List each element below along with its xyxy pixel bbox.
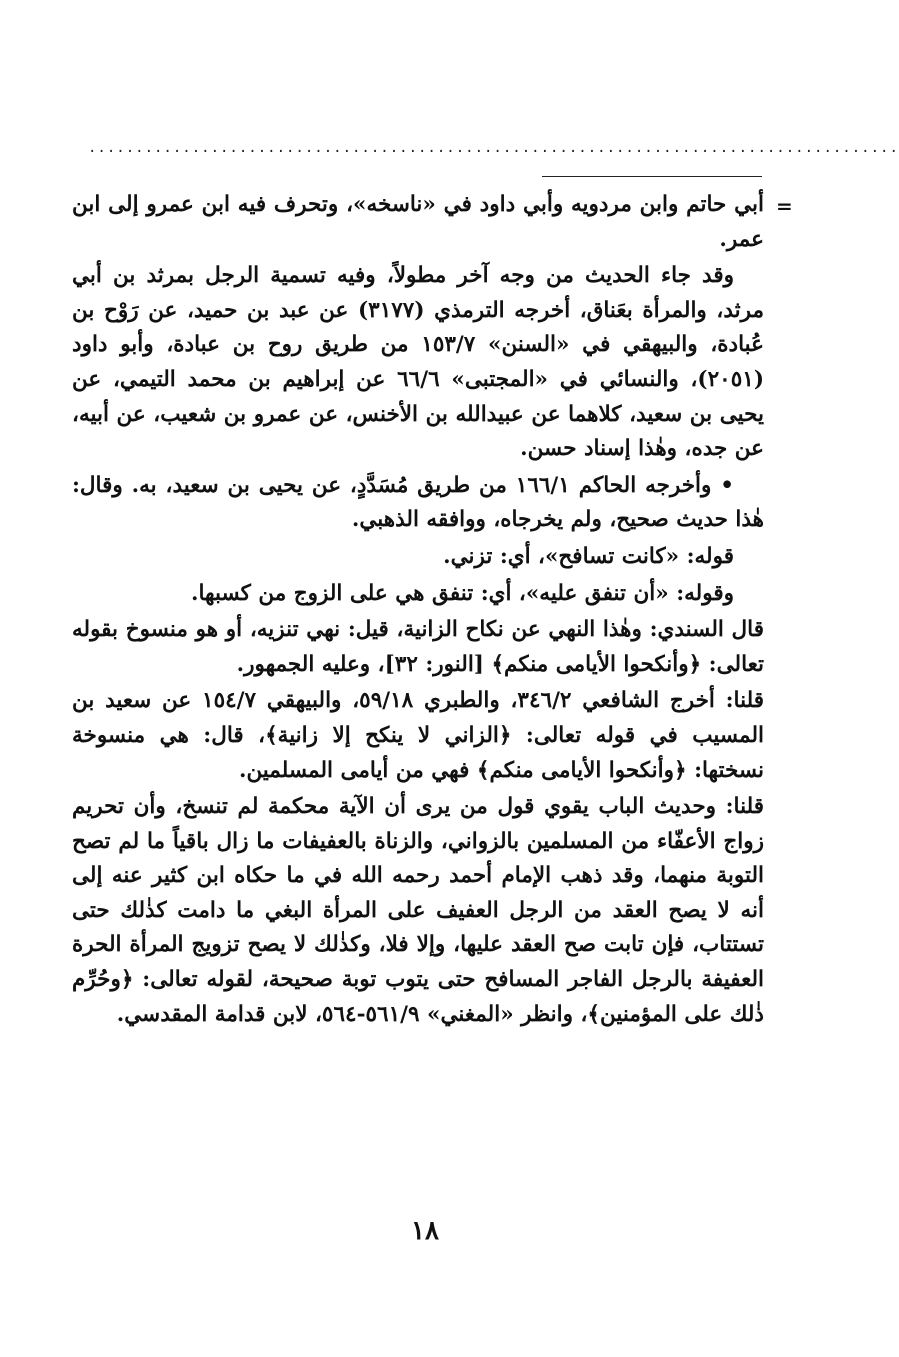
page-number: ١٨ bbox=[411, 1216, 439, 1246]
paragraph-continuation: أبي حاتم وابن مردويه وأبي داود في «ناسخه»، وتحرف فيه ابن عمرو إلى ابن عمر. bbox=[72, 192, 764, 252]
paragraph-shafii: قلنا: أخرج الشافعي ٣٤٦/٢، والطبري ٥٩/١٨، والبيهقي ١٥٤/٧ عن سعيد بن المسيب في قوله تعالى: ﴿الزاني لا ينكح إلا زانية﴾، قال: هي منسوخة نسختها: ﴿وأنكحوا الأيامى منكم﴾ فهي من أيامى المسلمين. bbox=[72, 688, 764, 783]
paragraph-conclusion: قلنا: وحديث الباب يقوي قول من يرى أن الآية محكمة لم تنسخ، وأن تحريم زواج الأعفّاء من المسلمين بالزواني، والزناة بالعفيفات ما زال باقياً ما لم تصح التوبة منهما، وقد ذهب الإمام أحمد رحمه الله في ما حكاه ابن كثير عنه إلى أنه لا يصح العقد من الرجل العفيف على المرأة البغي ما دامت كذٰلك حتى تستتاب، فإن تابت صح العقد عليها، وإلا فلا، وكذٰلك لا يصح تزويج المرأة الحرة العفيفة بالرجل الفاجر المسافح حتى يتوب توبة صحيحة، لقوله تعالى: ﴿وحُرِّم ذٰلك على المؤمنين﴾، وانظر «المغني» ٥٦١/٩-٥٦٤، لابن قدامة المقدسي. bbox=[72, 794, 764, 1027]
paragraph-gloss-2: وقوله: «أن تنفق عليه»، أي: تنفق هي على الزوج من كسبها. bbox=[191, 580, 734, 606]
paragraph-hadith-route: وقد جاء الحديث من وجه آخر مطولاً، وفيه تسمية الرجل بمرثد بن أبي مرثد، والمرأة بعَناق، أخرجه الترمذي (٣١٧٧) عن عبد بن حميد، عن رَوْح بن عُبادة، والبيهقي في «السنن» ١٥٣/٧ من طريق روح بن عبادة، وأبو داود (٢٠٥١)، والنسائي في «المجتبى» ٦٦/٦ عن إبراهيم بن محمد التيمي، عن يحيى بن سعيد، كلاهما عن عبيدالله بن الأخنس، عن عمرو بن شعيب، عن أبيه، عن جده، وهٰذا إسناد حسن. bbox=[72, 263, 764, 462]
paragraph-hakim: • وأخرجه الحاكم ١٦٦/١ من طريق مُسَدَّدٍ، عن يحيى بن سعيد، به. وقال: هٰذا حديث صحيح، ولم يخرجاه، ووافقه الذهبي. bbox=[72, 472, 764, 533]
paragraph-sindi: قال السندي: وهٰذا النهي عن نكاح الزانية، قيل: نهي تنزيه، أو هو منسوخ بقوله تعالى: ﴿وأنكحوا الأيامى منكم﴾ [النور: ٣٢]، وعليه الجمهور. bbox=[72, 617, 764, 677]
continuation-mark: = bbox=[776, 194, 793, 218]
footnote-rule bbox=[542, 176, 762, 177]
paragraph-gloss-1: قوله: «كانت تسافح»، أي: تزني. bbox=[443, 543, 734, 569]
footnote-text bbox=[72, 188, 764, 1034]
separator-dots: ...................................................................................... bbox=[88, 140, 899, 156]
